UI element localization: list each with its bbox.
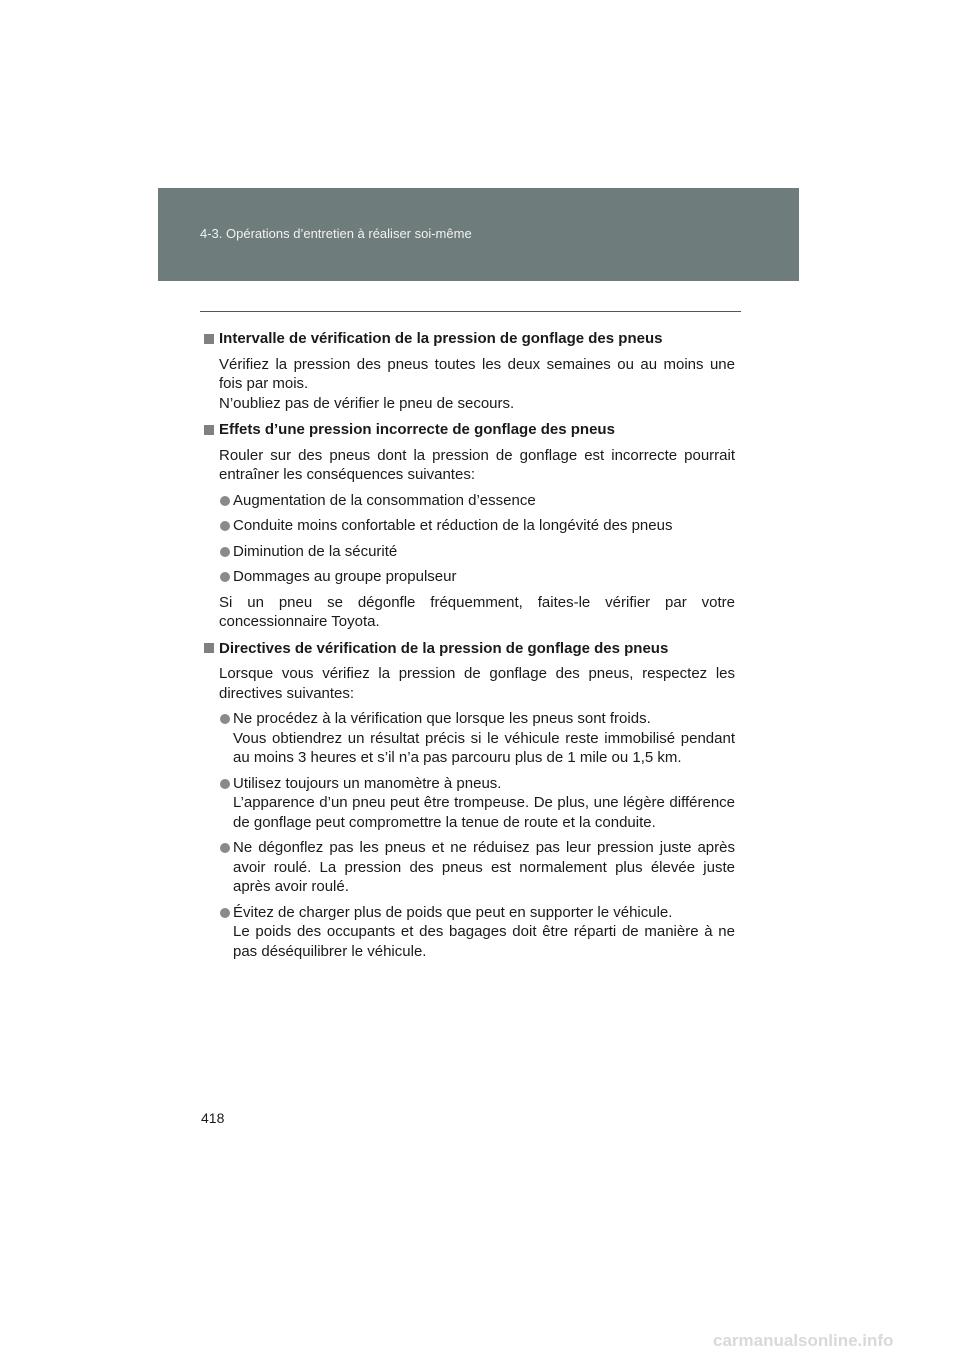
circle-bullet-icon bbox=[220, 521, 230, 531]
list-item-text: Augmentation de la consommation d’essence bbox=[233, 491, 536, 509]
list-item bbox=[204, 542, 735, 562]
section-heading bbox=[204, 329, 735, 349]
circle-bullet-icon bbox=[220, 572, 230, 582]
watermark-text: carmanualsonline.info bbox=[713, 1331, 894, 1350]
circle-bullet-icon bbox=[220, 547, 230, 557]
list-item bbox=[204, 903, 735, 962]
list-item-text: Ne dégonflez pas les pneus et ne réduisez pas leur pression juste après avoir roulé. La pression des pneus est normalement plus élevée juste après avoir roulé. bbox=[233, 839, 735, 895]
section-outro: Si un pneu se dégonfle fréquemment, faites-le vérifier par votre concessionnaire Toyota. bbox=[219, 593, 735, 630]
circle-bullet-icon bbox=[220, 714, 230, 724]
list-item-text: Conduite moins confortable et réduction de la longévité des pneus bbox=[233, 517, 673, 534]
circle-bullet-icon bbox=[220, 908, 230, 918]
list-item-text: Évitez de charger plus de poids que peut en supporter le véhicule. Le poids des occupants et des bagages doit être réparti de manière à ne pas déséquilibrer le véhicule. bbox=[233, 903, 735, 960]
section-paragraph: Vérifiez la pression des pneus toutes les deux semaines ou au moins une fois par mois. N’oubliez pas de vérifier le pneu de secours. bbox=[219, 355, 735, 412]
section-intro: Lorsque vous vérifiez la pression de gonflage des pneus, respectez les directives suivantes: bbox=[219, 665, 735, 702]
square-bullet-icon bbox=[204, 643, 214, 653]
chapter-header-band bbox=[158, 188, 799, 281]
section-heading bbox=[204, 639, 735, 659]
list-item-text: Utilisez toujours un manomètre à pneus. L’apparence d’un pneu peut être trompeuse. De plus, une légère différence de gonflage peut compromettre la tenue de route et la conduite. bbox=[233, 774, 735, 831]
section-heading-text: Effets d’une pression incorrecte de gonflage des pneus bbox=[219, 421, 615, 438]
section-intro: Rouler sur des pneus dont la pression de gonflage est incorrecte pourrait entraîner les conséquences suivantes: bbox=[219, 446, 735, 483]
circle-bullet-icon bbox=[220, 843, 230, 853]
list-item-text: Ne procédez à la vérification que lorsque les pneus sont froids. Vous obtiendrez un résultat précis si le véhicule reste immobilisé pendant au moins 3 heures et s’il n’a pas parcouru plus de 1 mile ou 1,5 km. bbox=[233, 710, 735, 766]
list-item bbox=[204, 567, 735, 587]
list-item bbox=[204, 491, 735, 511]
list-item bbox=[204, 774, 735, 833]
list-item bbox=[204, 709, 735, 768]
list-item-text: Diminution de la sécurité bbox=[233, 542, 398, 560]
circle-bullet-icon bbox=[220, 779, 230, 789]
page-number: 418 bbox=[201, 1110, 225, 1126]
square-bullet-icon bbox=[204, 334, 214, 344]
section-divider bbox=[200, 311, 741, 312]
list-item-text: Dommages au groupe propulseur bbox=[233, 568, 457, 585]
page-content bbox=[204, 329, 735, 961]
section-heading-text: Directives de vérification de la pression de gonflage des pneus bbox=[219, 639, 669, 657]
chapter-title: 4-3. Opérations d’entretien à réaliser soi-même bbox=[200, 226, 472, 241]
list-item bbox=[204, 838, 735, 897]
circle-bullet-icon bbox=[220, 496, 230, 506]
list-item bbox=[204, 516, 735, 536]
section-heading bbox=[204, 420, 735, 440]
section-heading-text: Intervalle de vérification de la pression de gonflage des pneus bbox=[219, 330, 663, 347]
square-bullet-icon bbox=[204, 425, 214, 435]
